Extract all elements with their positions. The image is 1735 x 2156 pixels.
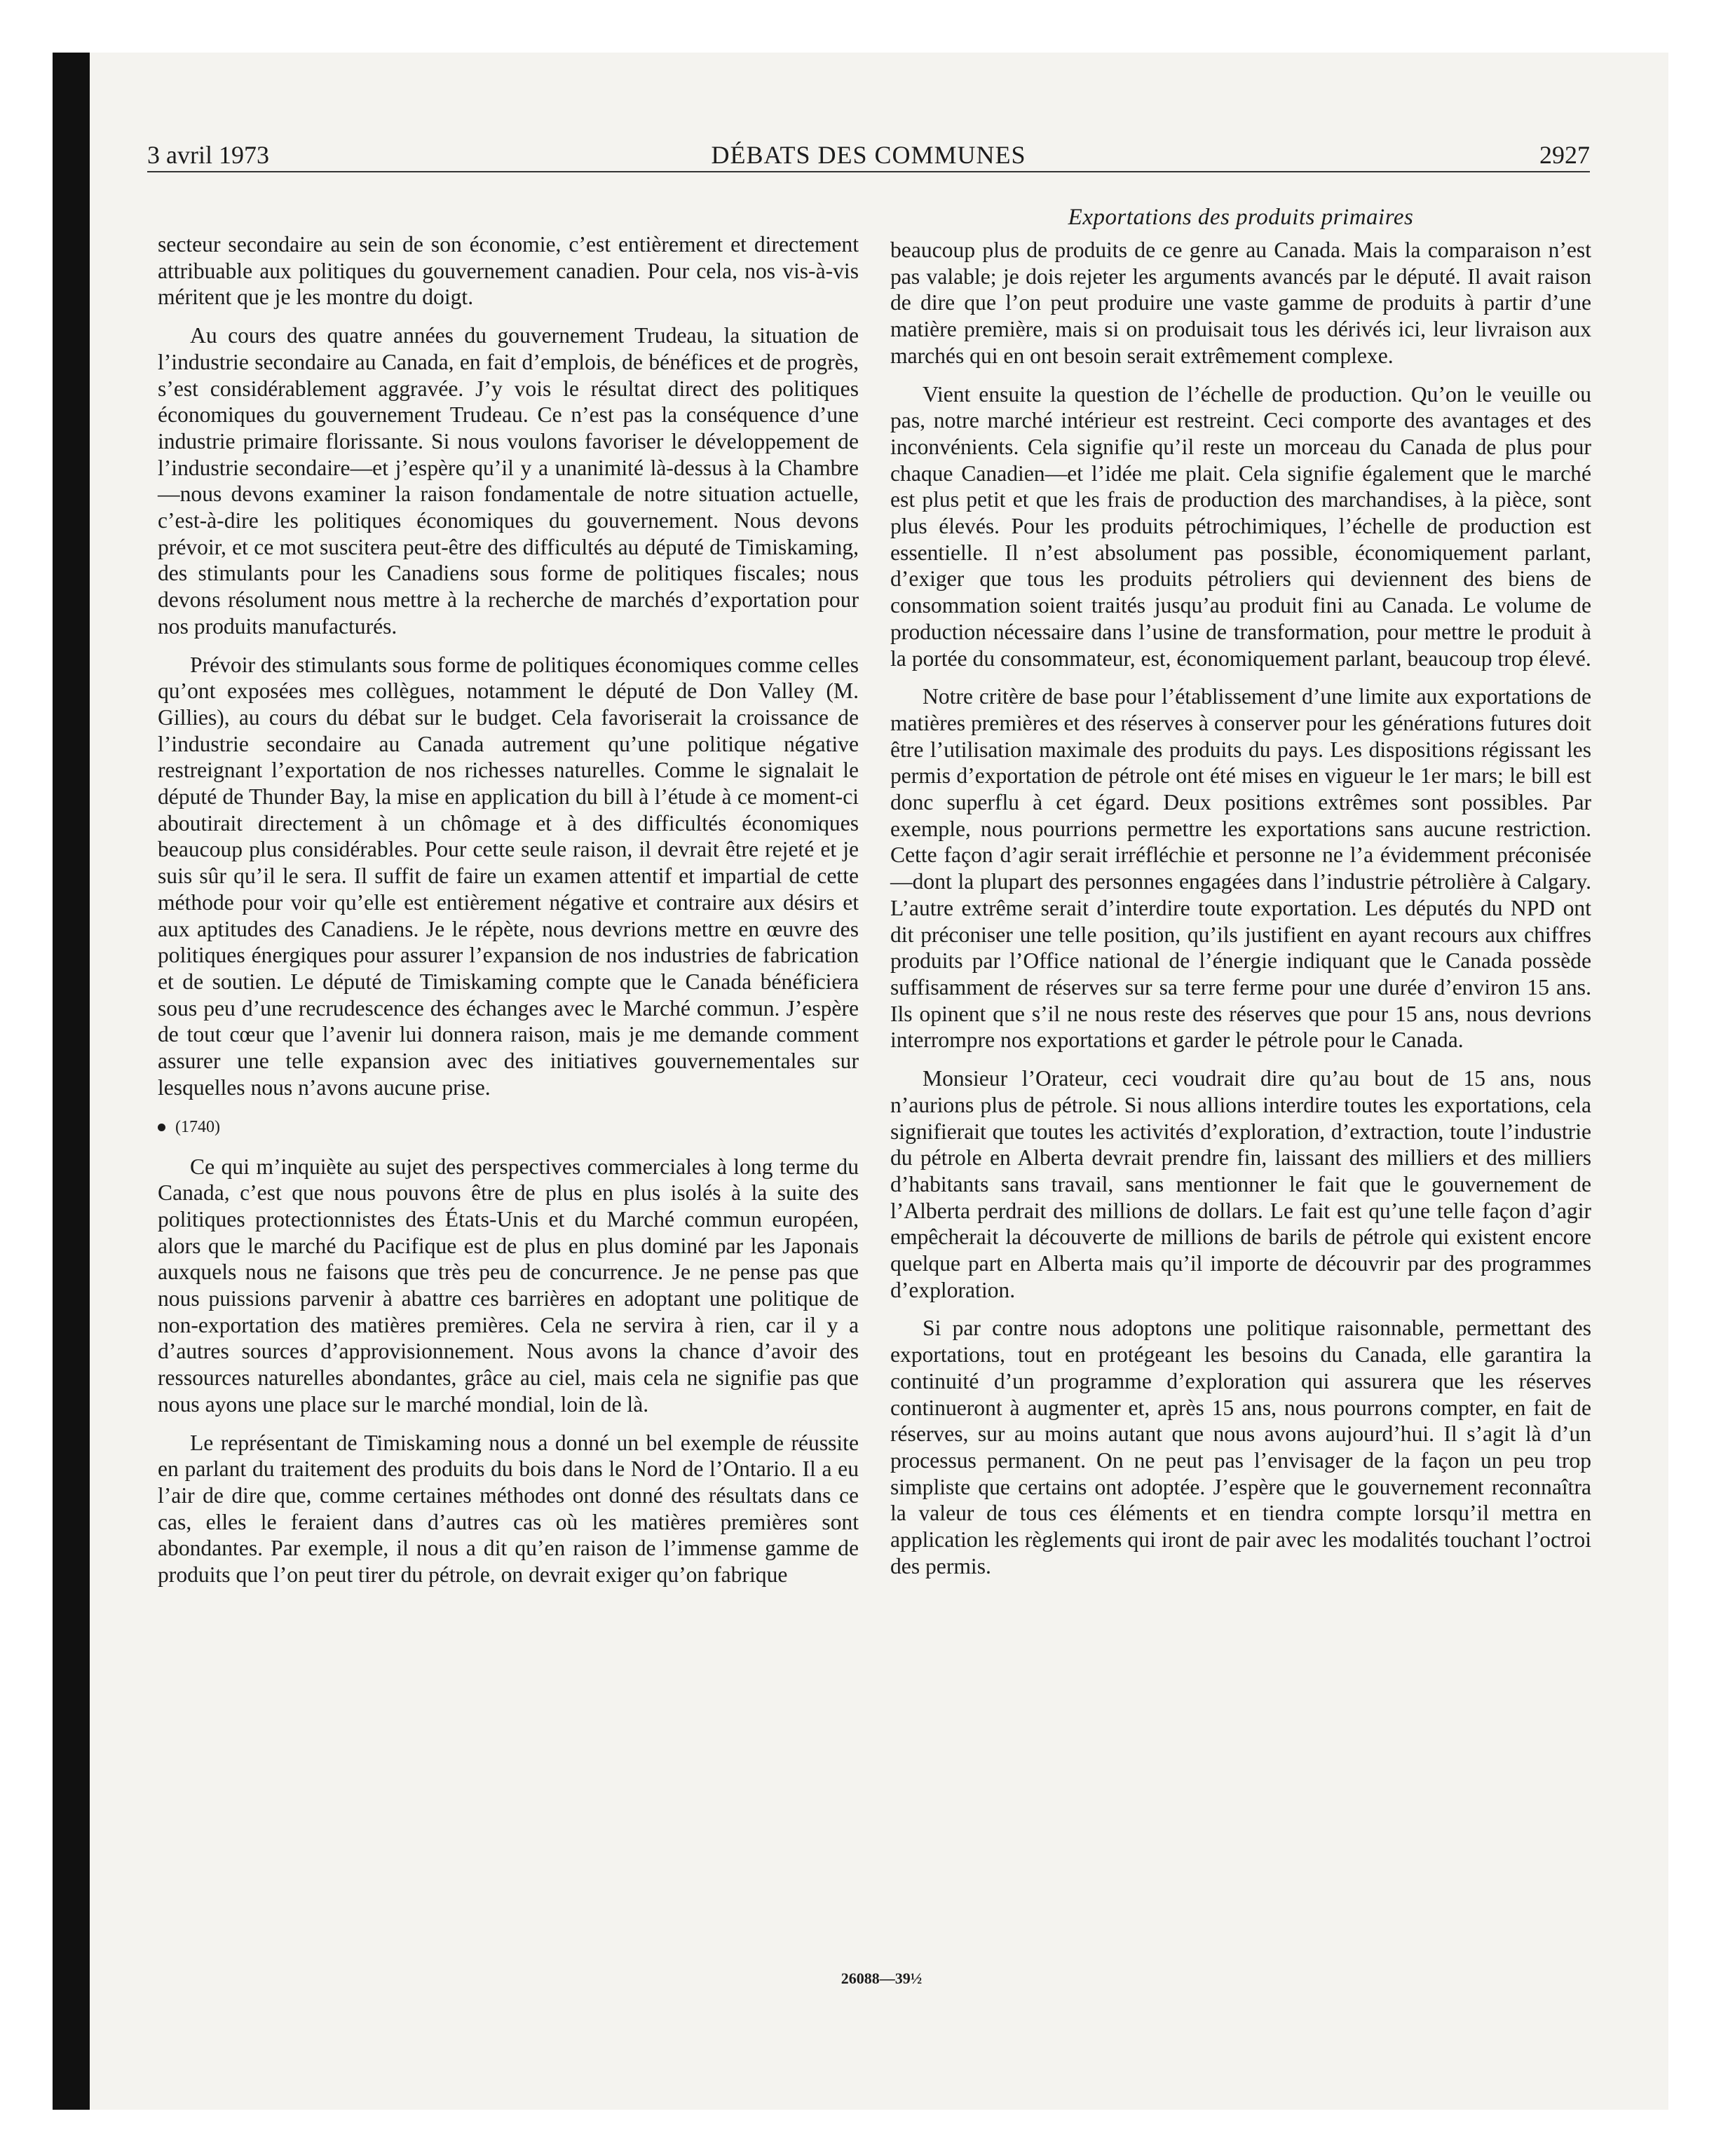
bullet-icon (158, 1124, 165, 1131)
paragraph: Monsieur l’Orateur, ceci voudrait dire qu’au bout de 15 ans, nous n’aurions plus de pétrole. Si nous allions interdire toutes les exportations, cela signifierait que toutes les activités d’exploration, d’extraction, toute l’industrie du pétrole en Alberta devrait prendre fin, laissant des milliers et des milliers d’habitants sans travail, sans mentionner le fait que le gouvernement de l’Alberta perdrait des millions de dollars. Le fait est qu’une telle façon d’agir empêcherait la découverte de millions de barils de pétrole qui existent encore quelque part en Alberta mais qu’il importe de découvrir par des programmes d’exploration. (890, 1066, 1591, 1302)
paragraph: Ce qui m’inquiète au sujet des perspectives commerciales à long terme du Canada, c’est que nous pouvons être de plus en plus isolés à la suite des politiques protectionnistes des États-Unis et du Marché commun européen, alors que le marché du Pacifique est de plus en plus dominé par les Japonais auxquels nous ne faisons que très peu de concurrence. Je ne pense pas que nous puissions parvenir à abattre ces barrières en adoptant une politique de non-exportation des matières premières. Cela ne servira à rien, car il y a d’autres sources d’approvisionnement. Nous avons la chance d’avoir des ressources naturelles abondantes, grâce au ciel, mais cela ne signifie pas que nous ayons une place sur le marché mondial, loin de là. (158, 1154, 859, 1417)
time-marker-label: (1740) (175, 1117, 220, 1136)
paragraph: secteur secondaire au sein de son économie, c’est entièrement et directement attribuable aux politiques du gouvernement canadien. Pour cela, nos vis-à-vis méritent que je les montre du doigt. (158, 232, 859, 310)
paragraph: Au cours des quatre années du gouvernement Trudeau, la situation de l’industrie secondaire au Canada, en fait d’emplois, de bénéfices et de progrès, s’est considérablement aggravée. J’y vois le résultat direct des politiques économiques du gouvernement Trudeau. Ce n’est pas la conséquence d’une industrie primaire florissante. Si nous voulons favoriser le développement de l’industrie secondaire—et j’espère qu’il y a unanimité là-dessus à la Chambre—nous devons examiner la raison fondamentale de notre situation actuelle, c’est-à-dire les politiques économiques du gouvernement. Nous devons prévoir, et ce mot suscitera peut-être des difficultés au député de Timiskaming, des stimulants pour les Canadiens sous forme de politiques fiscales; nous devons résolument nous mettre à la recherche de marchés d’exportation pour nos produits manufacturés. (158, 323, 859, 639)
page-footer: 26088—39½ (841, 1970, 923, 1987)
paragraph: Notre critère de base pour l’établissement d’une limite aux exportations de matières premières et des réserves à conserver pour les générations futures doit être l’utilisation maximale des produits du pays. Les dispositions régissant les permis d’exportation de pétrole ont été mises en vigueur le 1er mars; le bill est donc superflu à cet égard. Deux positions extrêmes sont possibles. Par exemple, nous pourrions permettre les exportations sans aucune restriction. Cette façon d’agir serait irréfléchie et personne ne l’a évidemment préconisée—dont la plupart des personnes engagées dans l’industrie pétrolière à Calgary. L’autre extrême serait d’interdire toute exportation. Les députés du NPD ont dit préconiser une telle position, qu’ils justifient en ayant recours aux chiffres produits par l’Office national de l’énergie indiquant que le Canada possède suffisamment de réserves sur sa terre ferme pour une durée d’environ 15 ans. Ils opinent que s’il ne nous reste des réserves que pour 15 ans, nous devrions interrompre nos exportations et garder le pétrole pour le Canada. (890, 684, 1591, 1053)
right-column (890, 203, 1591, 1591)
paragraph: Si par contre nous adoptons une politique raisonnable, permettant des exportations, tout en protégeant les besoins du Canada, elle garantira la continuité d’un programme d’exploration qui assurera que les réserves continueront à augmenter et, après 15 ans, nous pourrons compter, en fait de réserves, sur au moins autant que nous avons aujourd’hui. Il s’agit là d’un processus permanent. On ne peut pas l’envisager de la façon un peu trop simpliste que certains ont adoptée. J’espère que le gouvernement reconnaîtra la valeur de tous ces éléments et en tiendra compte lorsqu’il mettra en application les règlements qui iront de pair avec les modalités touchant l’octroi des permis. (890, 1316, 1591, 1578)
page-header (147, 139, 1590, 172)
paragraph: Prévoir des stimulants sous forme de politiques économiques comme celles qu’ont exposées mes collègues, notamment le député de Don Valley (M. Gillies), au cours du débat sur le budget. Cela favoriserait la croissance de l’industrie secondaire au Canada autrement qu’une politique négative restreignant l’exportation de nos richesses naturelles. Comme le signalait le député de Thunder Bay, la mise en application du bill à l’étude à ce moment-ci aboutirait directement à un chômage et à des difficultés économiques beaucoup plus considérables. Pour cette seule raison, il devrait être rejeté et je suis sûr qu’il le sera. Il suffit de faire un examen attentif et impartial de cette méthode pour voir qu’elle est entièrement négative et contraire aux désirs et aux aptitudes des Canadiens. Je le répète, nous devrions mettre en œuvre des politiques énergiques pour assurer l’expansion de nos industries de fabrication et de soutien. Le député de Timiskaming compte que le Canada bénéficiera sous peu d’une recrudescence des échanges avec le Marché commun. J’espère de tout cœur que l’avenir lui donnera raison, mais je me demande comment assurer une telle expansion avec des initiatives gouvernementales sur lesquelles nous n’avons aucune prise. (158, 652, 859, 1100)
paragraph: Le représentant de Timiskaming nous a donné un bel exemple de réussite en parlant du traitement des produits du bois dans le Nord de l’Ontario. Il a eu l’air de dire que, comme certaines méthodes ont donné des résultats dans ce cas, elles le feraient dans d’autres cas où les matières premières sont abondantes. Par exemple, il nous a dit qu’en raison de l’immense gamme de produits que l’on peut tirer du pétrole, on devrait exiger qu’on fabrique (158, 1430, 859, 1588)
paragraph: beaucoup plus de produits de ce genre au Canada. Mais la comparaison n’est pas valable; je dois rejeter les arguments avancés par le député. Il avait raison de dire que l’on peut produire une vaste gamme de produits à partir d’une matière première, mais si on produisait tous les dérivés ici, leur livraison aux marchés qui en ont besoin serait extrêmement complexe. (890, 238, 1591, 368)
paragraph: Vient ensuite la question de l’échelle de production. Qu’on le veuille ou pas, notre marché intérieur est restreint. Ceci comporte des avantages et des inconvénients. Cela signifie qu’il reste un morceau du Canada de plus pour chaque Canadien—et l’idée me plait. Cela signifie également que le marché est plus petit et que les frais de production des marchandises, à la pièce, sont plus élevés. Pour les produits pétrochimiques, l’échelle de production est essentielle. Il n’est absolument pas possible, économiquement parlant, d’exiger que tous les produits pétroliers qui deviennent des biens de consommation soient traités jusqu’au produit fini au Canada. Le volume de production nécessaire dans l’usine de transformation, pour mettre le produit à la portée du consommateur, est, économiquement parlant, beaucoup trop élevé. (890, 381, 1591, 671)
header-date: 3 avril 1973 (147, 141, 269, 169)
header-title: DÉBATS DES COMMUNES (711, 141, 1026, 169)
header-page-number: 2927 (1539, 141, 1590, 169)
scan-edge-bar (53, 53, 90, 2110)
left-column (158, 231, 859, 1600)
time-marker (158, 1113, 859, 1141)
running-head: Exportations des produits primaires (1068, 205, 1414, 230)
